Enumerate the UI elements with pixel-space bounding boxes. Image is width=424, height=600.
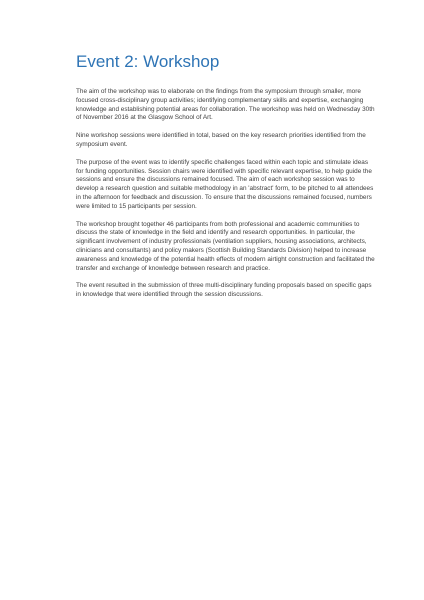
paragraph-aim: The aim of the workshop was to elaborate on the findings from the symposium through smaller, more focused cross-disciplinary group activities; identifying complementary skills and expertise, exchanging knowledge and establishing potential areas for collaboration. The workshop was held on Wednesday 30th of November 2016 at the Glasgow School of Art. [76,88,375,122]
page-title: Event 2: Workshop [76,52,220,71]
paragraph-participants: The workshop brought together 46 participants from both professional and academic communities to discuss the state of knowledge in the field and identify and research opportunities. In particular, the significant involvement of industry professionals (ventilation suppliers, housing associations, architects, clinicians and consultants) and policy makers (Scottish Building Standards Division) helped to increase awareness and knowledge of the potential health effects of modern airtight construction and facilitated the transfer and exchange of knowledge between research and practice. [76,220,375,272]
paragraph-outcome: The event resulted in the submission of three multi-disciplinary funding proposals based on specific gaps in knowledge that were identified through the session discussions. [76,282,372,299]
paragraph-purpose: The purpose of the event was to identify specific challenges faced within each topic and stimulate ideas for funding opportunities. Session chairs were identified with specific relevant expertise, to help guide the sessions and ensure the discussions remained focused. The aim of each workshop session was to develop a research question and suitable methodology in an 'abstract' form, to be pitched to all attendees in the afternoon for feedback and discussion. To ensure that the discussions remained focused, numbers were limited to 15 participants per session. [76,158,374,210]
paragraph-sessions: Nine workshop sessions were identified in total, based on the key research priorities identified from the symposium event. [76,132,366,148]
document-body [76,50,376,309]
